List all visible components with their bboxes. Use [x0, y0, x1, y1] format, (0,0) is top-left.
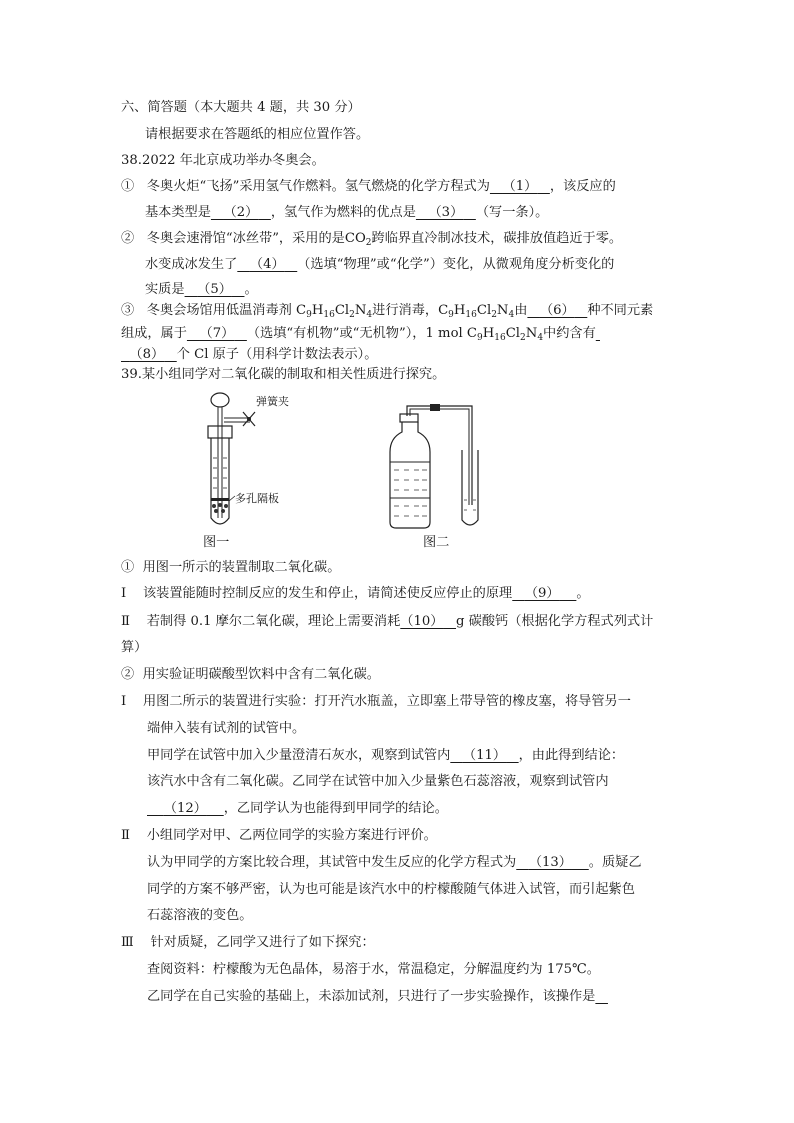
q39-part2-iii-line1: Ⅲ 针对质疑，乙同学又进行了如下探究：: [121, 935, 375, 950]
q39-part1-i: Ⅰ 该装置能随时控制反应的发生和停止，请简述使反应停止的原理 （9） 。: [121, 586, 590, 601]
q39-part2-iii-line3: 乙同学在自己实验的基础上，未添加试剂，只进行了一步实验操作，该操作是: [147, 988, 608, 1006]
q39-part2-i-line3: 甲同学在试管中加入少量澄清石灰水，观察到试管内 （11） ，由此得到结论：: [147, 748, 625, 763]
q38-p2-line1: ② 冬奥会速滑馆“冰丝带”，采用的是$CO_2$跨临界直冷制冰技术，碳排放值趋近于零。: [121, 231, 623, 248]
q38-p2-line2: 水变成冰发生了 （4） （选填“物理”或“化学”）变化，从微观角度分析变化的: [145, 257, 615, 272]
figure2-apparatus: [382, 400, 492, 535]
q39-part1: ① 用图一所示的装置制取二氧化碳。: [121, 560, 341, 575]
q39-part2-i-line1: Ⅰ 用图二所示的装置进行实验：打开汽水瓶盖，立即塞上带导管的橡皮塞，将导管另一: [121, 694, 631, 709]
q39-stem: 39.某小组同学对二氧化碳的制取和相关性质进行探究。: [121, 367, 446, 382]
figure1-label-clamp: 弹簧夹: [256, 395, 289, 408]
section-title: 六、简答题（本大题共 4 题，共 30 分）: [121, 100, 361, 115]
figure2-caption: 图二: [423, 535, 450, 550]
q38-p2-line3: 实质是 （5） 。: [145, 282, 258, 297]
q39-part2: ② 用实验证明碳酸型饮料中含有二氧化碳。: [121, 667, 380, 682]
q39-part2-i-line2: 端伸入装有试剂的试管中。: [147, 721, 306, 736]
q39-part2-ii-line3: 同学的方案不够严密，认为也可能是该汽水中的柠檬酸随气体进入试管，而引起紫色: [147, 882, 635, 897]
q39-part2-i-line5: （12） ，乙同学认为也能得到甲同学的结论。: [147, 800, 448, 818]
q39-part1-ii-cont: 算）: [121, 640, 148, 655]
q39-part2-ii-line2: 认为甲同学的方案比较合理，其试管中发生反应的化学方程式为 （13） 。质疑乙: [147, 855, 642, 870]
answer-blank-4[interactable]: （4）: [249, 257, 285, 272]
answer-blank-14[interactable]: [595, 989, 608, 1004]
answer-blank-8[interactable]: （8）: [129, 347, 165, 362]
answer-blank-11[interactable]: （11）: [462, 748, 507, 763]
answer-blank-6[interactable]: （6）: [539, 303, 575, 318]
answer-blank-7[interactable]: （7）: [199, 326, 235, 341]
q38-p3-line2: 组成，属于 （7） （选填“有机物”或“无机物”），1 mol $C_9H_{16}Cl_2N_4$中约含有: [121, 326, 596, 343]
answer-blank-13[interactable]: （13）: [528, 855, 572, 870]
q39-part2-iii-line2: 查阅资料：柠檬酸为无色晶体，易溶于水，常温稳定，分解温度约为 175℃。: [147, 962, 600, 977]
answer-blank-12[interactable]: （12）: [163, 801, 207, 816]
answer-blank-1[interactable]: （1）: [502, 179, 538, 194]
q38-p3-line1: ③ 冬奥会场馆用低温消毒剂 $C_9H_{16}Cl_2N_4$进行消毒，$C_9H_{16}Cl_2N_4$由 （6） 种不同元素: [121, 303, 654, 320]
q39-part2-ii-line1: Ⅱ 小组同学对甲、乙两位同学的实验方案进行评价。: [121, 828, 437, 843]
figure1-label-plate: 多孔隔板: [235, 492, 279, 505]
q38-p2-marker: ②: [121, 231, 135, 246]
figure1-caption: 图一: [203, 535, 230, 550]
q38-p3-line3: （8） 个 Cl 原子（用科学计数法表示）。: [121, 346, 377, 364]
q38-stem: 38.2022 年北京成功举办冬奥会。: [121, 153, 325, 168]
q38-p1-marker: ①: [121, 179, 135, 194]
q39-part1-ii: Ⅱ 若制得 0.1 摩尔二氧化碳，理论上需要消耗（10） g 碳酸钙（根据化学方程式列式计: [121, 614, 654, 629]
section-instruction: 请根据要求在答题纸的相应位置作答。: [145, 127, 370, 142]
q39-part2-i-line4: 该汽水中含有二氧化碳。乙同学在试管中加入少量紫色石蕊溶液，观察到试管内: [147, 774, 609, 789]
q38-p3-marker: ③: [121, 303, 135, 318]
answer-blank-9[interactable]: （9）: [524, 586, 560, 601]
q38-p1-line2: 基本类型是 （2） ，氢气作为燃料的优点是 （3） （写一条）。: [145, 205, 549, 220]
answer-blank-3[interactable]: （3）: [428, 205, 464, 220]
answer-blank-2[interactable]: （2）: [223, 205, 259, 220]
answer-blank-5[interactable]: （5）: [197, 282, 232, 297]
answer-blank-10[interactable]: （10）: [400, 614, 444, 629]
q38-p1-line1: ① 冬奥火炬“飞扬”采用氢气作燃料。氢气燃烧的化学方程式为 （1） ，该反应的: [121, 179, 616, 194]
q39-part2-ii-line4: 石蕊溶液的变色。: [147, 908, 253, 923]
